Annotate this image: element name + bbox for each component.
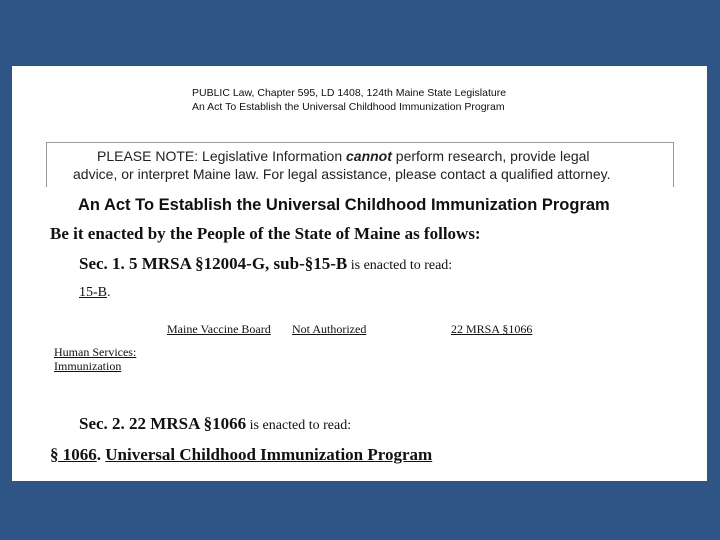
- enacting-clause: Be it enacted by the People of the State of Maine as follows:: [50, 224, 481, 243]
- section-1066-name: Universal Childhood Immunization Program: [105, 445, 433, 464]
- note-line1-pre: PLEASE NOTE: Legislative Information: [97, 148, 346, 164]
- law-header-line1: PUBLIC Law, Chapter 595, LD 1408, 124th Maine State Legislature: [192, 87, 507, 99]
- note-line1-post: perform research, provide legal: [391, 148, 590, 164]
- law-header-line2: An Act To Establish the Universal Childhood Immunization Program: [192, 101, 505, 113]
- document-page: [12, 66, 707, 481]
- section-1-text: is enacted to read:: [347, 258, 453, 273]
- section-2-text: is enacted to read:: [246, 418, 352, 433]
- subsection-15b-punct: .: [107, 285, 111, 300]
- board-statute: 22 MRSA §1066: [451, 322, 533, 336]
- section-1-heading: [79, 254, 452, 274]
- subsection-15b: [79, 285, 111, 301]
- section-1066-number: § 1066: [50, 445, 97, 464]
- subsection-15b-label: 15-B: [79, 285, 107, 300]
- board-name: Maine Vaccine Board: [167, 322, 271, 336]
- note-line1-emphasis: cannot: [346, 148, 392, 164]
- section-2-citation: Sec. 2. 22 MRSA §1066: [79, 414, 247, 433]
- section-2-heading: [79, 414, 351, 434]
- board-authorization: Not Authorized: [292, 322, 367, 336]
- note-line2: advice, or interpret Maine law. For legal assistance, please contact a qualified attorney.: [73, 166, 611, 182]
- section-1066-title: [50, 445, 432, 465]
- section-1066-punct: .: [96, 445, 106, 464]
- human-services-category: [54, 345, 136, 373]
- human-services-line1: Human Services:: [54, 345, 137, 359]
- human-services-line2: Immunization: [54, 359, 122, 373]
- section-1-citation: Sec. 1. 5 MRSA §12004-G, sub-§15-B: [79, 254, 348, 273]
- law-header: [192, 86, 592, 114]
- note-line1: [97, 147, 590, 165]
- please-note-box: [46, 142, 674, 187]
- act-title: An Act To Establish the Universal Childhood Immunization Program: [78, 196, 610, 214]
